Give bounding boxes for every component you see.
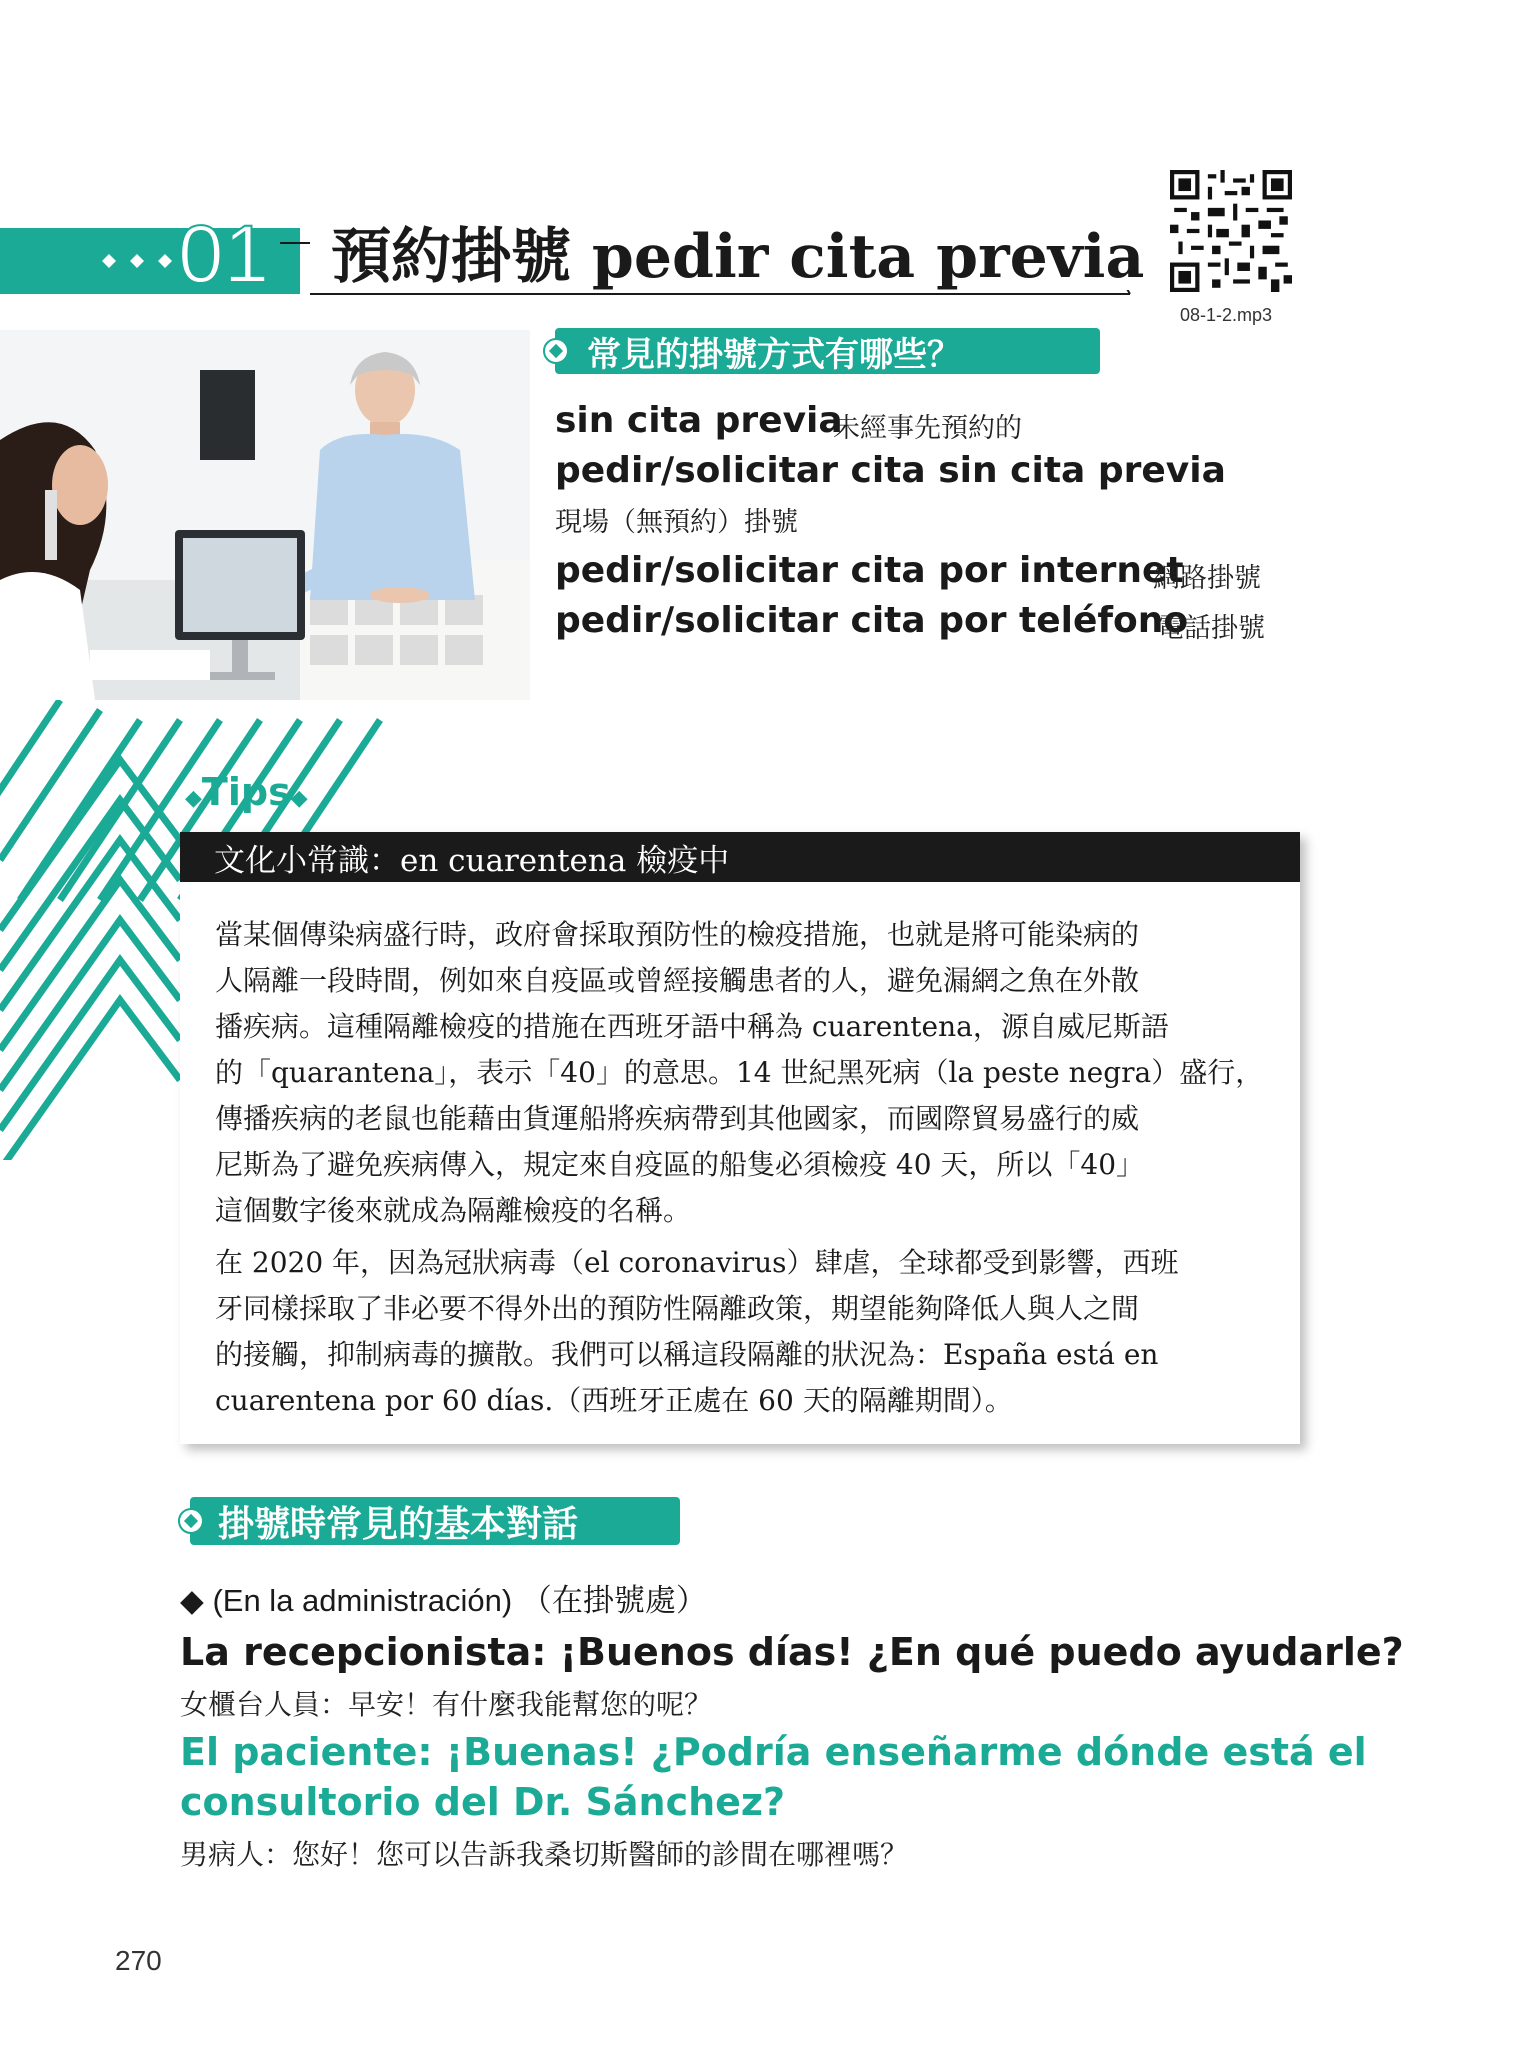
dialogue-section-title: 掛號時常見的基本對話: [218, 1503, 579, 1545]
vocab-item-es: sin cita previa: [555, 400, 843, 441]
tips-text-line: 牙同樣採取了非必要不得外出的預防性隔離政策，期望能夠降低人與人之間: [215, 1292, 1140, 1325]
section-marker-icon: [178, 1508, 204, 1534]
tips-text-line: 的接觸，抑制病毒的擴散。我們可以稱這段隔離的狀況為：España está en: [215, 1338, 1159, 1371]
vocab-item-zh: 未經事先預約的: [833, 413, 1022, 444]
section-marker-icon: [543, 338, 569, 364]
tips-label-text: Tips: [201, 770, 291, 814]
tips-text-line: 當某個傳染病盛行時，政府會採取預防性的檢疫措施，也就是將可能染病的: [215, 918, 1140, 951]
tips-paragraph-1: [215, 912, 1265, 1234]
dialogue-line-es: consultorio del Dr. Sánchez?: [180, 1780, 786, 1824]
dialogue-line-zh: 男病人：您好！您可以告訴我桑切斯醫師的診間在哪裡嗎？: [180, 1838, 909, 1871]
vocab-item-zh: 網路掛號: [1153, 563, 1261, 594]
tips-text-line: 在 2020 年，因為冠狀病毒（el coronavirus）肆虐，全球都受到影響，西班: [215, 1246, 1179, 1279]
vocab-section-header: [555, 328, 1100, 374]
tips-heading: [180, 832, 1300, 882]
tips-text-line: 播疾病。這種隔離檢疫的措施在西班牙語中稱為 cuarentena，源自威尼斯語: [215, 1010, 1169, 1043]
vocab-item-es: pedir/solicitar cita por teléfono: [555, 600, 1189, 641]
tips-text-line: 尼斯為了避免疾病傳入，規定來自疫區的船隻必須檢疫 40 天，所以「40」: [215, 1148, 1145, 1181]
vocab-item-zh: 現場（無預約）掛號: [555, 507, 798, 538]
vocab-item-zh: 電話掛號: [1157, 613, 1265, 644]
page-title: 預約掛號 pedir cita previa: [325, 224, 1150, 290]
reception-photo: [0, 330, 530, 700]
dialogue-section-header: [190, 1497, 680, 1545]
vocab-item-es: pedir/solicitar cita sin cita previa: [555, 450, 1226, 491]
title-diamond-icons: [92, 246, 182, 276]
tips-text-line: 這個數字後來就成為隔離檢疫的名稱。: [215, 1194, 692, 1227]
tips-paragraph-2: [215, 1240, 1265, 1424]
tips-text-line: 的「quarantena」，表示「40」的意思。14 世紀黑死病（la peste negra）盛行，: [215, 1056, 1264, 1089]
vocab-section-title: 常見的掛號方式有哪些？: [587, 334, 961, 375]
tips-text-line: 傳播疾病的老鼠也能藉由貨運船將疾病帶到其他國家，而國際貿易盛行的威: [215, 1102, 1140, 1135]
audio-filename: 08-1-2.mp3: [1180, 305, 1273, 325]
dialogue-line-es: La recepcionista: ¡Buenos días! ¿En qué puedo ayudarle?: [180, 1630, 1404, 1674]
tips-text-line: 人隔離一段時間，例如來自疫區或曾經接觸患者的人，避免漏網之魚在外散: [215, 964, 1140, 997]
vocab-item-es: pedir/solicitar cita por internet: [555, 550, 1184, 591]
page-number: 270: [115, 1945, 162, 1976]
qr-code-icon[interactable]: [1170, 170, 1292, 292]
lesson-number: 01: [178, 209, 270, 300]
dialogue-line-es: El paciente: ¡Buenas! ¿Podría enseñarme dónde está el: [180, 1730, 1367, 1774]
tips-text-line: cuarentena por 60 días.（西班牙正處在 60 天的隔離期間）。: [215, 1384, 1013, 1417]
dialogue-context: ◆ (En la administración) （在掛號處）: [180, 1583, 707, 1618]
dialogue-line-zh: 女櫃台人員：早安！有什麼我能幫您的呢？: [180, 1688, 713, 1721]
tips-label: ◆Tips◆: [185, 770, 308, 814]
tips-heading-text: 文化小常識：en cuarentena 檢疫中: [214, 842, 730, 879]
